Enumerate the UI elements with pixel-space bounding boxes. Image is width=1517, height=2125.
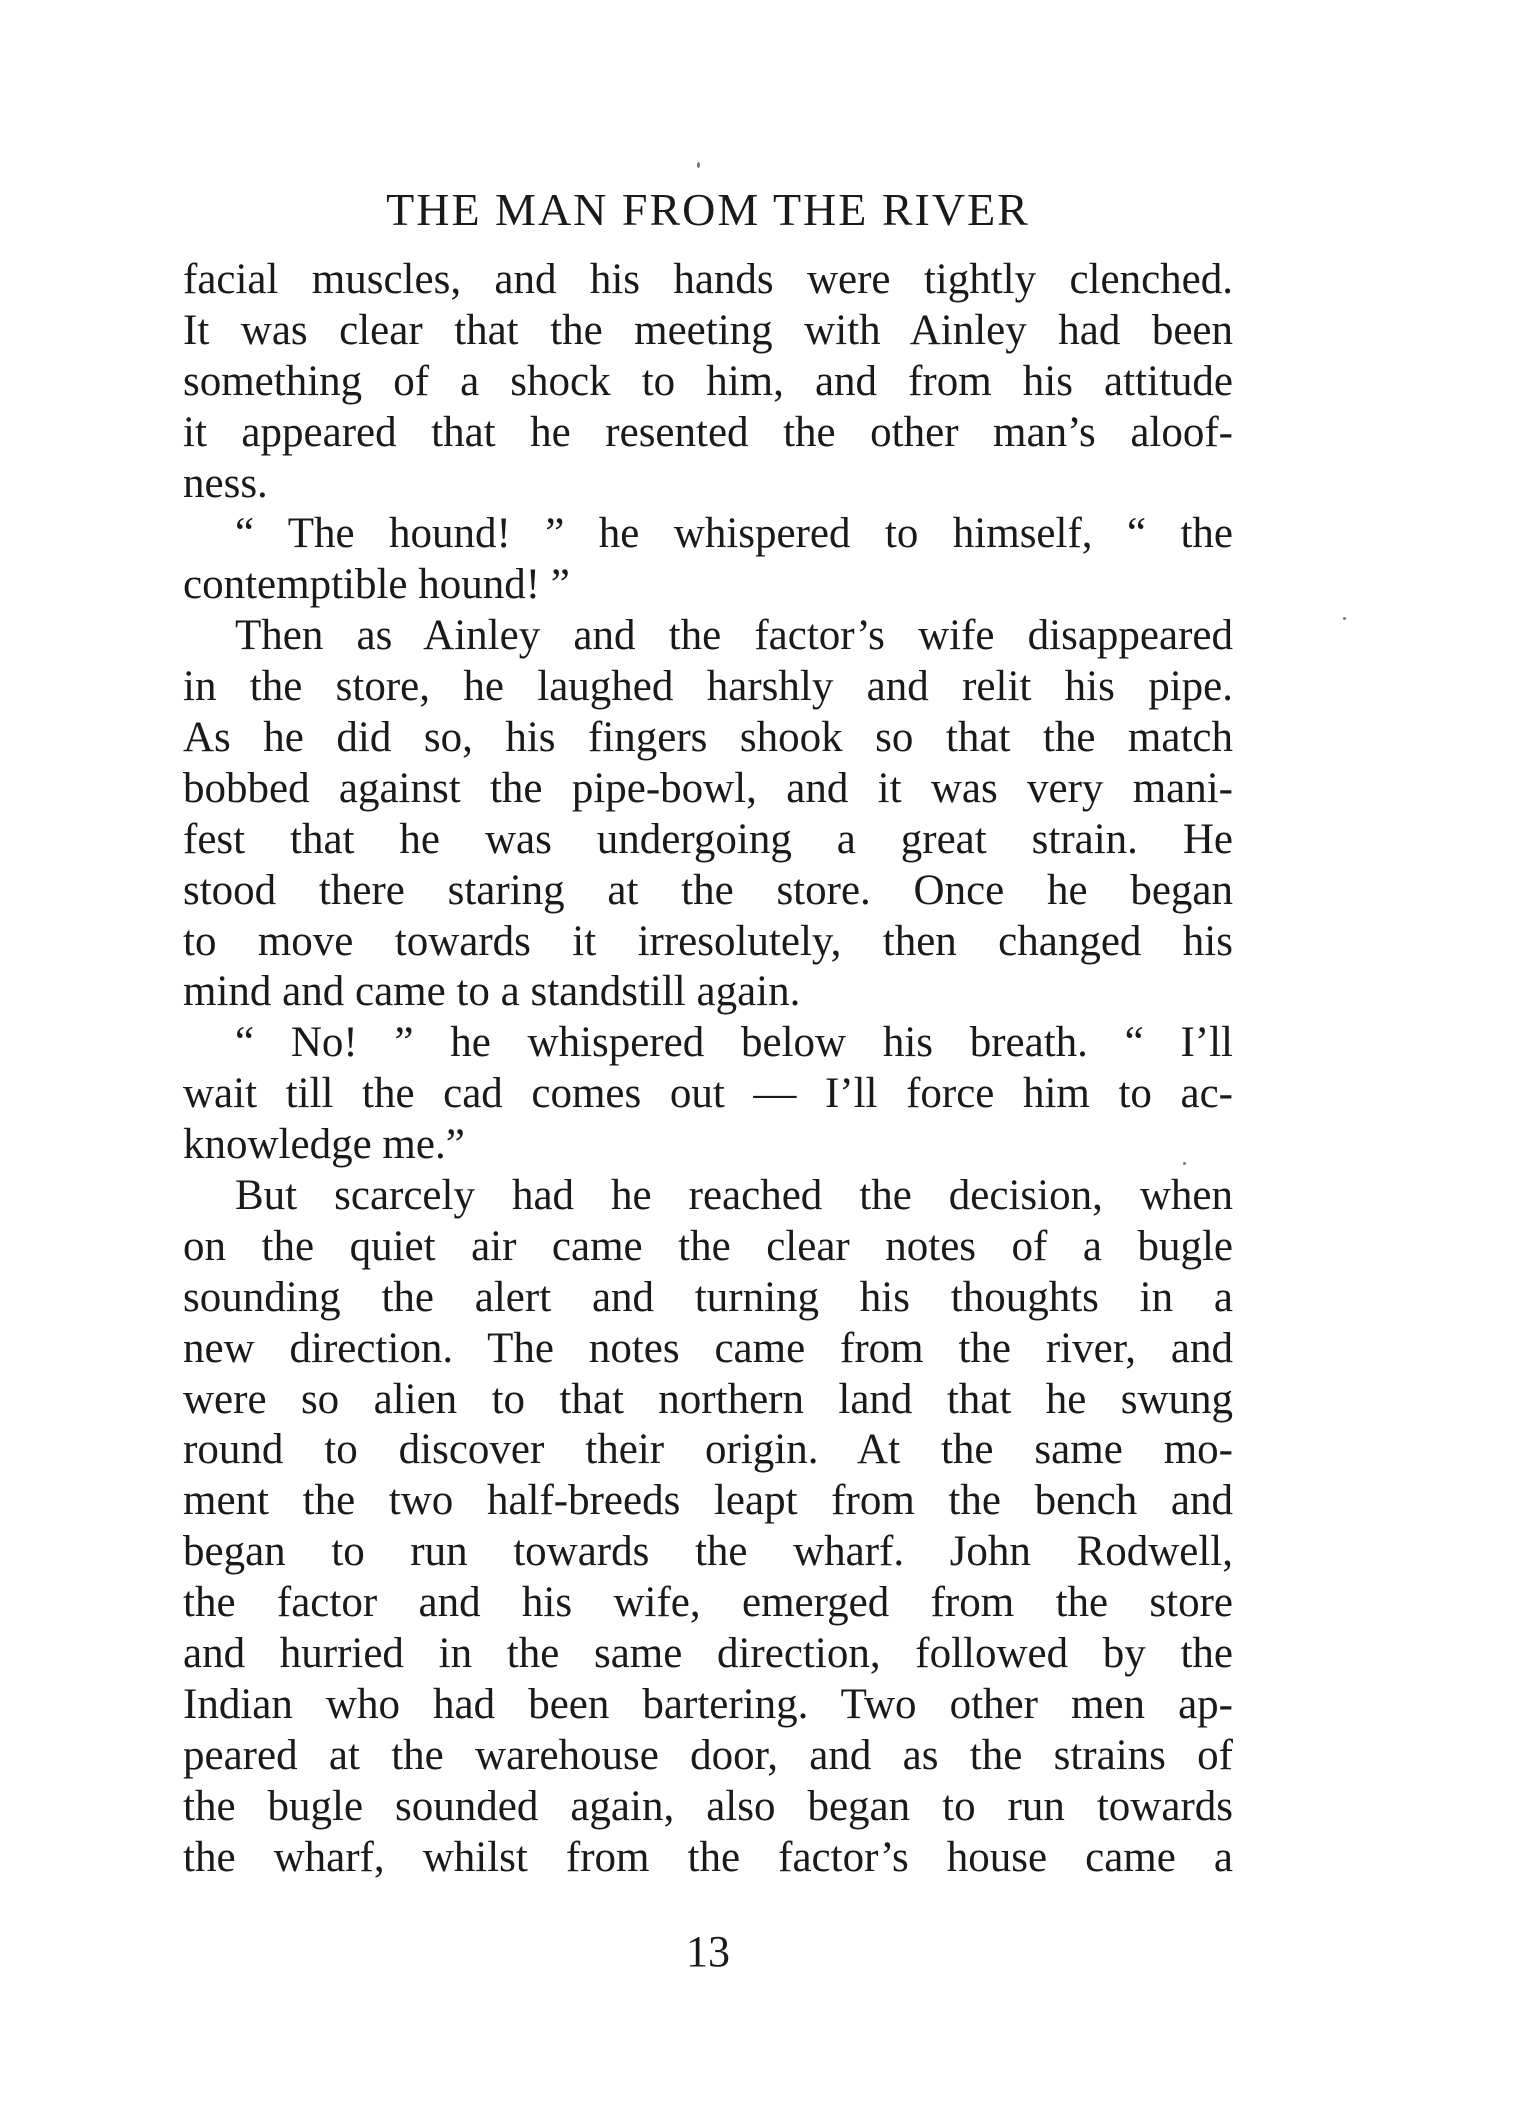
text-line: were so alien to that northern land that he swung bbox=[183, 1375, 1233, 1423]
text-line: ness. bbox=[183, 459, 268, 507]
text-line: contemptible hound! ” bbox=[183, 561, 570, 609]
text-line: the factor and his wife, emerged from the store bbox=[183, 1579, 1233, 1627]
paper-speck bbox=[1343, 617, 1346, 620]
text-line: the bugle sounded again, also began to run towards bbox=[183, 1782, 1233, 1830]
text-line: knowledge me.” bbox=[183, 1121, 465, 1169]
text-line: sounding the alert and turning his thoughts in a bbox=[183, 1273, 1233, 1321]
text-line: As he did so, his fingers shook so that the match bbox=[183, 714, 1233, 762]
text-line: on the quiet air came the clear notes of a bugle bbox=[183, 1222, 1233, 1270]
text-line: “ No! ” he whispered below his breath. “ I’ll bbox=[235, 1019, 1233, 1067]
text-line: round to discover their origin. At the same mo- bbox=[183, 1426, 1233, 1474]
running-head: THE MAN FROM THE RIVER bbox=[386, 184, 1030, 235]
text-line: new direction. The notes came from the river, and bbox=[183, 1324, 1233, 1372]
paper-speck bbox=[697, 162, 700, 168]
text-line: stood there staring at the store. Once he began bbox=[183, 866, 1233, 914]
text-line: “ The hound! ” he whispered to himself, “ the bbox=[235, 510, 1233, 558]
page-number: 13 bbox=[686, 1927, 730, 1976]
body-text bbox=[183, 255, 1233, 1884]
paper-speck bbox=[1183, 1162, 1186, 1165]
text-line: mind and came to a standstill again. bbox=[183, 968, 801, 1016]
text-line: But scarcely had he reached the decision, when bbox=[235, 1172, 1233, 1220]
text-line: to move towards it irresolutely, then changed his bbox=[183, 917, 1233, 965]
text-line: it appeared that he resented the other man’s aloof- bbox=[183, 408, 1233, 456]
text-line: wait till the cad comes out — I’ll force him to ac- bbox=[183, 1070, 1233, 1118]
text-line: and hurried in the same direction, followed by the bbox=[183, 1630, 1233, 1678]
text-line: began to run towards the wharf. John Rodwell, bbox=[183, 1528, 1233, 1576]
text-line: in the store, he laughed harshly and relit his pipe. bbox=[183, 663, 1233, 711]
text-line: the wharf, whilst from the factor’s house came a bbox=[183, 1833, 1233, 1881]
text-line: Indian who had been bartering. Two other men ap- bbox=[183, 1680, 1233, 1728]
text-line: something of a shock to him, and from his attitude bbox=[183, 357, 1233, 405]
text-line: ment the two half-breeds leapt from the bench and bbox=[183, 1477, 1233, 1525]
text-line: fest that he was undergoing a great strain. He bbox=[183, 815, 1233, 863]
text-line: bobbed against the pipe-bowl, and it was very mani- bbox=[183, 764, 1233, 812]
text-line: Then as Ainley and the factor’s wife disappeared bbox=[235, 612, 1233, 660]
text-line: peared at the warehouse door, and as the strains of bbox=[183, 1731, 1233, 1779]
text-line: It was clear that the meeting with Ainley had been bbox=[183, 306, 1233, 354]
text-line: facial muscles, and his hands were tightly clenched. bbox=[183, 256, 1233, 303]
